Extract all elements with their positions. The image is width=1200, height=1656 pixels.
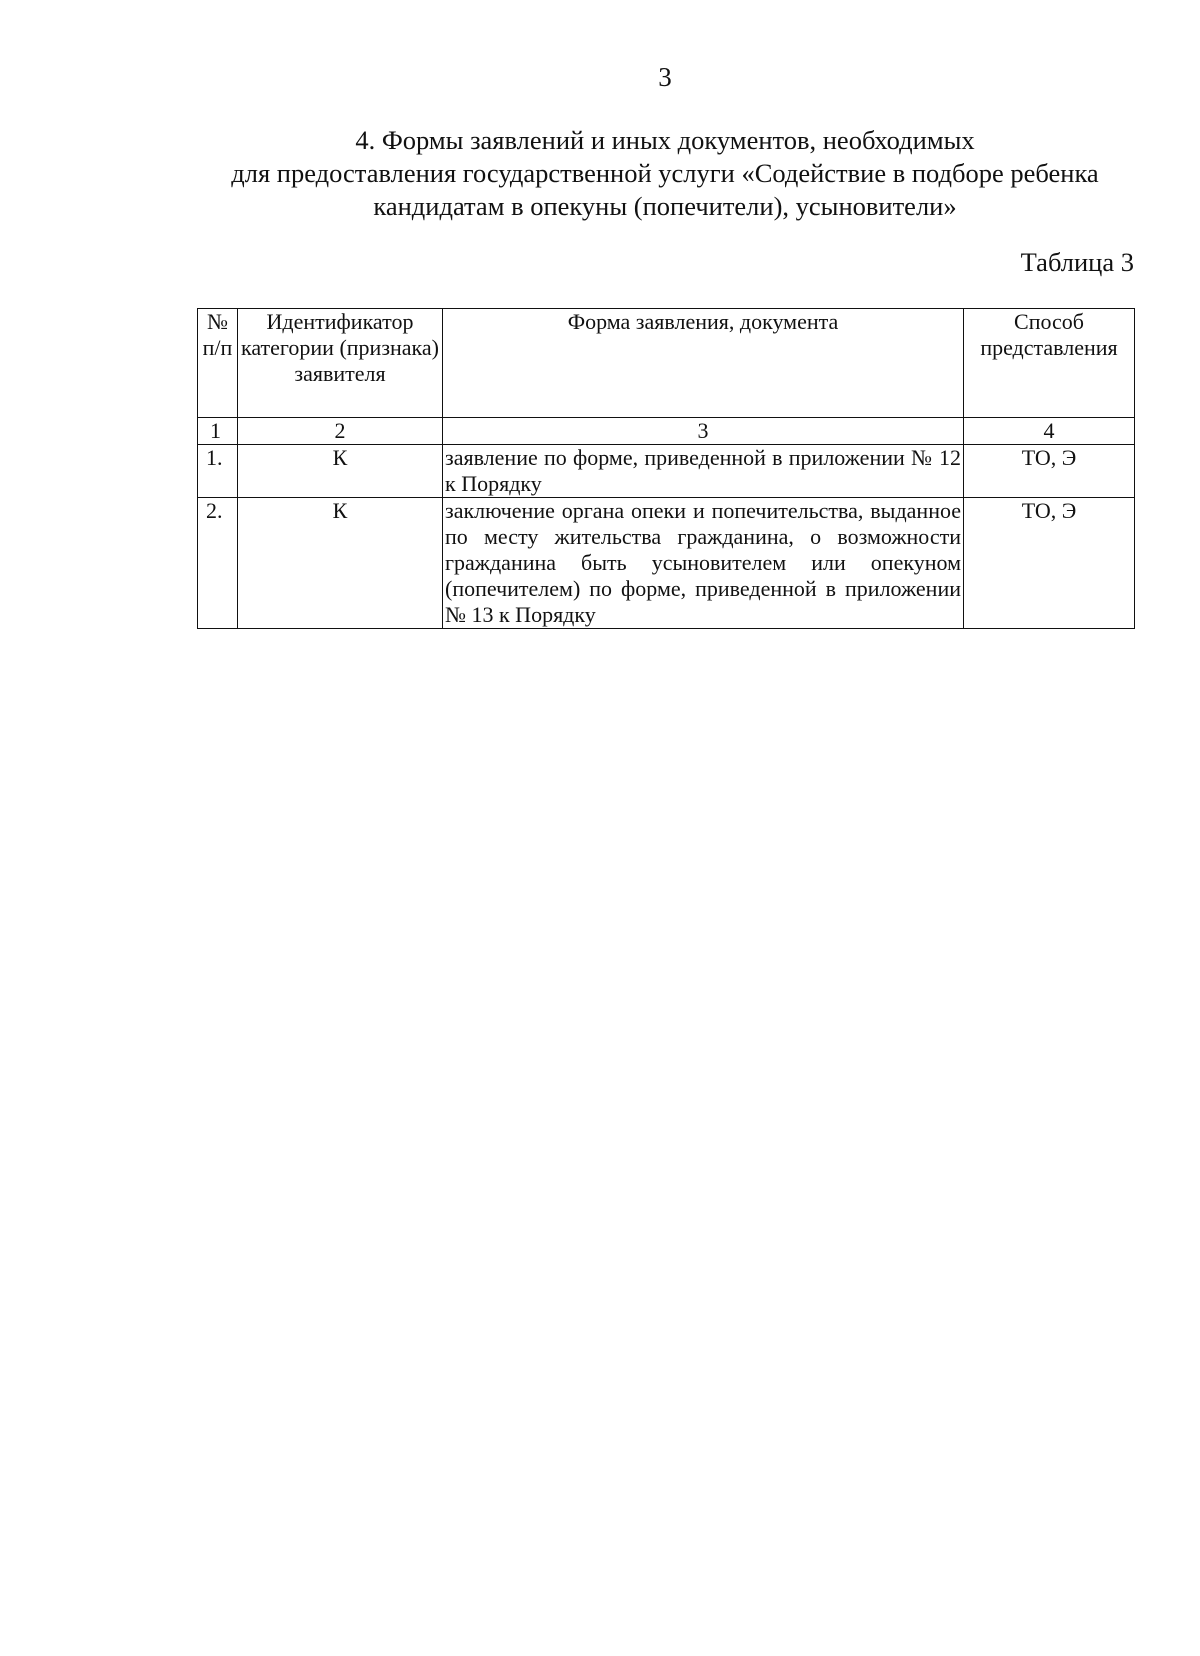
row-form: заявление по форме, приведенной в приложении № 12 к Порядку xyxy=(443,445,964,498)
page-number: 3 xyxy=(658,62,672,92)
table-row xyxy=(198,498,1135,629)
column-numbers-row xyxy=(198,418,1135,445)
row-method: ТО, Э xyxy=(964,498,1135,629)
row-number: 1. xyxy=(198,445,238,498)
header-category: Идентификатор категории (признака) заявителя xyxy=(238,309,443,418)
header-method: Способ представления xyxy=(964,309,1135,418)
column-number: 1 xyxy=(198,418,238,445)
column-number: 4 xyxy=(964,418,1135,445)
row-number: 2. xyxy=(198,498,238,629)
row-category: К xyxy=(238,445,443,498)
row-form: заключение органа опеки и попечительства, выданное по месту жительства гражданина, о возможности гражданина быть усыновителем или опекуном (попечителем) по форме, приведенной в приложении № 13 к Порядку xyxy=(443,498,964,629)
header-form: Форма заявления, документа xyxy=(443,309,964,418)
heading-line-2: для предоставления государственной услуги «Содействие в подборе ребенка xyxy=(231,158,1099,188)
column-number: 3 xyxy=(443,418,964,445)
section-heading xyxy=(196,124,1134,223)
column-number: 2 xyxy=(238,418,443,445)
header-number: № п/п xyxy=(198,309,238,418)
heading-line-3: кандидатам в опекуны (попечители), усыновители» xyxy=(373,191,957,221)
table-header-row xyxy=(198,309,1135,418)
row-method: ТО, Э xyxy=(964,445,1135,498)
row-category: К xyxy=(238,498,443,629)
heading-line-1: 4. Формы заявлений и иных документов, необходимых xyxy=(355,125,975,155)
forms-table xyxy=(197,308,1135,629)
table-caption: Таблица 3 xyxy=(1020,247,1134,277)
table-row xyxy=(198,445,1135,498)
